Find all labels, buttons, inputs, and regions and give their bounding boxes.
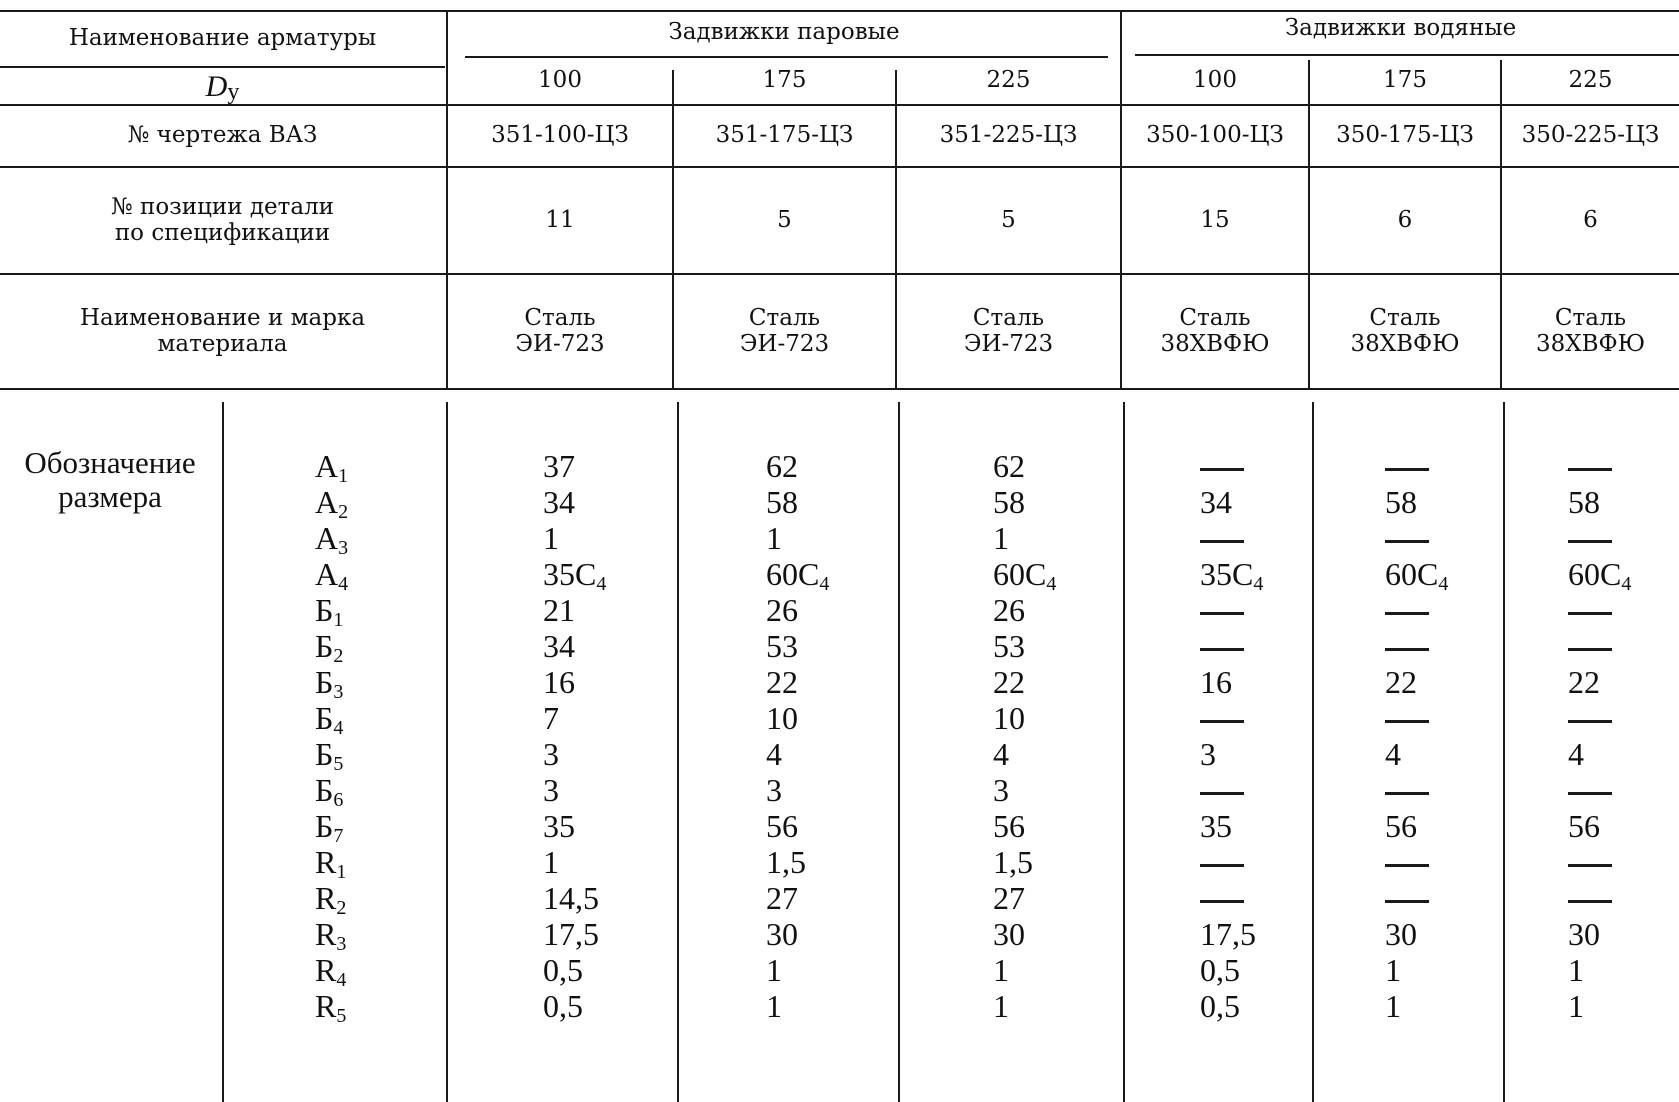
cell-value: 35C — [543, 556, 597, 592]
drawing-value-1: 351-100-ЦЗ — [491, 122, 629, 149]
dash-mark — [1200, 792, 1244, 795]
cell-Б1-col6 — [1568, 592, 1668, 628]
symbol-subscript: 5 — [336, 1005, 347, 1027]
symbol-subscript: 6 — [333, 789, 344, 811]
symbol-letter: A — [315, 556, 339, 592]
dash-mark — [1385, 612, 1429, 615]
cell-A2-col1: 34 — [543, 484, 575, 520]
position-value-6: 6 — [1583, 206, 1598, 233]
cell-R2-col6 — [1568, 880, 1668, 916]
dash-mark — [1385, 792, 1429, 795]
symbol-letter: R — [315, 988, 337, 1024]
dy-value-5: 175 — [1383, 67, 1427, 94]
cell-Б7-col3: 56 — [993, 808, 1025, 844]
symbol-subscript: 2 — [333, 645, 344, 667]
cell-subscript: 4 — [1621, 573, 1632, 595]
dash-mark — [1385, 468, 1429, 471]
cell-R5-col6: 1 — [1568, 988, 1584, 1024]
dash-mark — [1385, 720, 1429, 723]
position-value-1: 11 — [545, 206, 575, 233]
material-value-2: Сталь ЭИ-723 — [739, 305, 830, 357]
cell-Б3-col6: 22 — [1568, 664, 1600, 700]
cell-A2-col6: 58 — [1568, 484, 1600, 520]
symbol-letter: Б — [315, 628, 334, 664]
cell-R1-col4 — [1200, 844, 1350, 880]
cell-R4-col5: 1 — [1385, 952, 1401, 988]
position-value-4: 15 — [1200, 206, 1230, 233]
position-value-5: 6 — [1397, 206, 1413, 233]
cell-R1-col2: 1,5 — [766, 844, 806, 880]
position-value-3: 5 — [1001, 206, 1016, 233]
cell-value: 60C — [1568, 556, 1622, 592]
cell-A3-col6 — [1568, 520, 1668, 556]
cell-subscript: 4 — [1438, 573, 1449, 595]
dash-mark — [1200, 648, 1244, 651]
cell-Б4-col4 — [1200, 700, 1350, 736]
dash-mark — [1200, 540, 1244, 543]
cell-A2-col4: 34 — [1200, 484, 1232, 520]
value-column-4 — [1200, 448, 1350, 1024]
cell-A4-col4 — [1200, 556, 1350, 595]
cell-Б4-col5 — [1385, 700, 1535, 736]
dy-value-6: 225 — [1568, 67, 1613, 94]
cell-R5-col3: 1 — [993, 988, 1009, 1024]
cell-Б3-col2: 22 — [766, 664, 798, 700]
dash-mark — [1568, 612, 1612, 615]
dash-mark — [1568, 900, 1612, 903]
designation-label: Обозначение размера — [24, 445, 196, 515]
drawing-value-2: 351-175-ЦЗ — [715, 122, 854, 149]
cell-R4-col3: 1 — [993, 952, 1009, 988]
vrule-body-1 — [446, 402, 448, 1102]
cell-Б3-col3: 22 — [993, 664, 1025, 700]
symbol-R5 — [315, 988, 395, 1027]
symbol-subscript: 1 — [336, 861, 347, 883]
value-column-2 — [766, 448, 916, 1024]
symbol-A3 — [315, 520, 395, 559]
cell-A4-col3 — [993, 556, 1143, 595]
cell-Б1-col2: 26 — [766, 592, 798, 628]
dash-mark — [1568, 792, 1612, 795]
cell-Б4-col1: 7 — [543, 700, 559, 736]
dy-subscript: y — [227, 78, 240, 105]
symbol-letter: R — [315, 952, 337, 988]
cell-Б6-col5 — [1385, 772, 1535, 808]
cell-R1-col6 — [1568, 844, 1668, 880]
cell-Б2-col3: 53 — [993, 628, 1025, 664]
cell-R2-col1: 14,5 — [543, 880, 599, 916]
symbol-letter: Б — [315, 664, 334, 700]
cell-value: 60C — [993, 556, 1047, 592]
symbol-letter: R — [315, 880, 337, 916]
cell-subscript: 4 — [1046, 573, 1057, 595]
symbol-subscript: 1 — [333, 609, 344, 631]
cell-A4-col2 — [766, 556, 916, 595]
cell-A3-col5 — [1385, 520, 1535, 556]
cell-R4-col2: 1 — [766, 952, 782, 988]
symbol-subscript: 2 — [336, 897, 347, 919]
dash-mark — [1385, 900, 1429, 903]
value-column-6 — [1568, 448, 1668, 1024]
cell-Б5-col2: 4 — [766, 736, 782, 772]
cell-Б6-col2: 3 — [766, 772, 782, 808]
dash-mark — [1568, 648, 1612, 651]
cell-subscript: 4 — [819, 573, 830, 595]
cell-R5-col1: 0,5 — [543, 988, 583, 1024]
dash-mark — [1200, 864, 1244, 867]
cell-A2-col2: 58 — [766, 484, 798, 520]
cell-Б2-col5 — [1385, 628, 1535, 664]
dash-mark — [1385, 648, 1429, 651]
material-value-5: Сталь 38ХВФЮ — [1350, 305, 1460, 357]
value-column-3 — [993, 448, 1143, 1024]
symbol-A1 — [315, 448, 395, 487]
cell-Б7-col4: 35 — [1200, 808, 1232, 844]
drawing-value-5: 350-175-ЦЗ — [1336, 122, 1474, 149]
cell-Б1-col3: 26 — [993, 592, 1025, 628]
material-value-4: Сталь 38ХВФЮ — [1160, 305, 1270, 357]
dash-mark — [1200, 468, 1244, 471]
cell-R4-col6: 1 — [1568, 952, 1584, 988]
cell-Б4-col2: 10 — [766, 700, 798, 736]
naming-label: Наименование арматуры — [68, 25, 377, 52]
symbol-subscript: 4 — [338, 573, 349, 595]
value-column-5 — [1385, 448, 1535, 1024]
cell-Б5-col6: 4 — [1568, 736, 1584, 772]
cell-Б6-col1: 3 — [543, 772, 559, 808]
material-value-3: Сталь ЭИ-723 — [963, 305, 1054, 357]
cell-Б3-col4: 16 — [1200, 664, 1232, 700]
cell-R5-col2: 1 — [766, 988, 782, 1024]
cell-Б5-col1: 3 — [543, 736, 559, 772]
steam-group-label: Задвижки паровые — [668, 19, 900, 46]
symbol-subscript: 7 — [333, 825, 344, 847]
symbol-A4 — [315, 556, 395, 595]
symbol-subscript: 3 — [336, 933, 347, 955]
cell-Б2-col6 — [1568, 628, 1668, 664]
symbol-letter: R — [315, 844, 337, 880]
value-column-1 — [543, 448, 693, 1024]
symbol-R3 — [315, 916, 395, 955]
cell-A1-col6 — [1568, 448, 1668, 484]
dy-label — [0, 68, 445, 104]
cell-A4-col6 — [1568, 556, 1668, 595]
cell-R3-col3: 30 — [993, 916, 1025, 952]
cell-Б7-col5: 56 — [1385, 808, 1417, 844]
vrule-body-label — [222, 402, 224, 1102]
cell-Б2-col4 — [1200, 628, 1350, 664]
cell-R2-col5 — [1385, 880, 1535, 916]
cell-Б5-col5: 4 — [1385, 736, 1401, 772]
symbol-subscript: 5 — [333, 753, 344, 775]
cell-A4-col5 — [1385, 556, 1535, 595]
symbol-Б6 — [315, 772, 395, 811]
symbol-Б3 — [315, 664, 395, 703]
cell-R3-col6: 30 — [1568, 916, 1600, 952]
cell-A1-col2: 62 — [766, 448, 798, 484]
cell-A4-col1 — [543, 556, 693, 595]
symbol-letter: Б — [315, 592, 334, 628]
cell-R4-col4: 0,5 — [1200, 952, 1240, 988]
position-value-2: 5 — [777, 206, 792, 233]
cell-R3-col2: 30 — [766, 916, 798, 952]
cell-R1-col1: 1 — [543, 844, 559, 880]
cell-subscript: 4 — [596, 573, 607, 595]
dash-mark — [1568, 720, 1612, 723]
symbol-R2 — [315, 880, 395, 919]
dy-value-2: 175 — [762, 67, 807, 94]
material-label: Наименование и марка материала — [79, 305, 366, 357]
cell-Б4-col3: 10 — [993, 700, 1025, 736]
cell-value: 35C — [1200, 556, 1254, 592]
cell-A2-col5: 58 — [1385, 484, 1417, 520]
symbol-column — [315, 448, 395, 1027]
dash-mark — [1568, 540, 1612, 543]
symbol-Б4 — [315, 700, 395, 739]
dash-mark — [1385, 864, 1429, 867]
cell-Б4-col6 — [1568, 700, 1668, 736]
cell-R2-col4 — [1200, 880, 1350, 916]
symbol-subscript: 2 — [338, 501, 349, 523]
water-group-label: Задвижки водяные — [1284, 15, 1517, 42]
cell-A1-col3: 62 — [993, 448, 1025, 484]
symbol-A2 — [315, 484, 395, 523]
cell-Б7-col1: 35 — [543, 808, 575, 844]
cell-value: 60C — [766, 556, 820, 592]
cell-R3-col1: 17,5 — [543, 916, 599, 952]
cell-Б5-col3: 4 — [993, 736, 1009, 772]
symbol-letter: R — [315, 916, 337, 952]
cell-Б5-col4: 3 — [1200, 736, 1216, 772]
dash-mark — [1200, 612, 1244, 615]
cell-A3-col1: 1 — [543, 520, 559, 556]
symbol-subscript: 3 — [338, 537, 349, 559]
rule-under-material — [0, 388, 1679, 390]
cell-Б3-col5: 22 — [1385, 664, 1417, 700]
symbol-Б2 — [315, 628, 395, 667]
symbol-Б1 — [315, 592, 395, 631]
dy-symbol: D — [205, 69, 228, 103]
drawing-value-3: 351-225-ЦЗ — [939, 122, 1078, 149]
material-value-6: Сталь 38ХВФЮ — [1535, 305, 1646, 357]
symbol-letter: Б — [315, 700, 334, 736]
cell-R1-col3: 1,5 — [993, 844, 1033, 880]
cell-R4-col1: 0,5 — [543, 952, 583, 988]
cell-A2-col3: 58 — [993, 484, 1025, 520]
cell-Б1-col5 — [1385, 592, 1535, 628]
cell-A3-col2: 1 — [766, 520, 782, 556]
cell-Б7-col2: 56 — [766, 808, 798, 844]
symbol-subscript: 4 — [336, 969, 347, 991]
symbol-letter: Б — [315, 772, 334, 808]
cell-Б3-col1: 16 — [543, 664, 575, 700]
cell-R2-col3: 27 — [993, 880, 1025, 916]
cell-R2-col2: 27 — [766, 880, 798, 916]
dy-value-4: 100 — [1193, 67, 1237, 94]
drawing-label: № чертежа ВАЗ — [127, 122, 318, 149]
symbol-letter: Б — [315, 736, 334, 772]
symbol-Б5 — [315, 736, 395, 775]
symbol-subscript: 1 — [338, 465, 349, 487]
cell-value: 60C — [1385, 556, 1439, 592]
cell-Б2-col1: 34 — [543, 628, 575, 664]
symbol-letter: A — [315, 448, 339, 484]
drawing-value-6: 350-225-ЦЗ — [1521, 122, 1660, 149]
symbol-subscript: 4 — [333, 717, 344, 739]
symbol-R1 — [315, 844, 395, 883]
cell-A1-col4 — [1200, 448, 1350, 484]
cell-A3-col4 — [1200, 520, 1350, 556]
dy-value-3: 225 — [986, 67, 1031, 94]
symbol-subscript: 3 — [333, 681, 344, 703]
rule-under-water-group — [1135, 54, 1679, 56]
dy-value-1: 100 — [538, 67, 582, 94]
cell-Б7-col6: 56 — [1568, 808, 1600, 844]
dash-mark — [1200, 900, 1244, 903]
cell-A1-col1: 37 — [543, 448, 575, 484]
dash-mark — [1568, 468, 1612, 471]
dash-mark — [1385, 540, 1429, 543]
cell-Б6-col3: 3 — [993, 772, 1009, 808]
cell-Б2-col2: 53 — [766, 628, 798, 664]
cell-Б1-col4 — [1200, 592, 1350, 628]
symbol-letter: A — [315, 520, 339, 556]
cell-R5-col4: 0,5 — [1200, 988, 1240, 1024]
dash-mark — [1568, 864, 1612, 867]
symbol-R4 — [315, 952, 395, 991]
cell-Б1-col1: 21 — [543, 592, 575, 628]
cell-R5-col5: 1 — [1385, 988, 1401, 1024]
cell-Б6-col6 — [1568, 772, 1668, 808]
symbol-Б7 — [315, 808, 395, 847]
cell-R1-col5 — [1385, 844, 1535, 880]
symbol-letter: Б — [315, 808, 334, 844]
cell-R3-col5: 30 — [1385, 916, 1417, 952]
dash-mark — [1200, 720, 1244, 723]
cell-Б6-col4 — [1200, 772, 1350, 808]
cell-A1-col5 — [1385, 448, 1535, 484]
drawing-value-4: 350-100-ЦЗ — [1146, 122, 1284, 149]
cell-subscript: 4 — [1253, 573, 1264, 595]
cell-A3-col3: 1 — [993, 520, 1009, 556]
cell-R3-col4: 17,5 — [1200, 916, 1256, 952]
position-label: № позиции детали по спецификации — [110, 194, 335, 246]
material-value-1: Сталь ЭИ-723 — [515, 305, 605, 357]
symbol-letter: A — [315, 484, 339, 520]
